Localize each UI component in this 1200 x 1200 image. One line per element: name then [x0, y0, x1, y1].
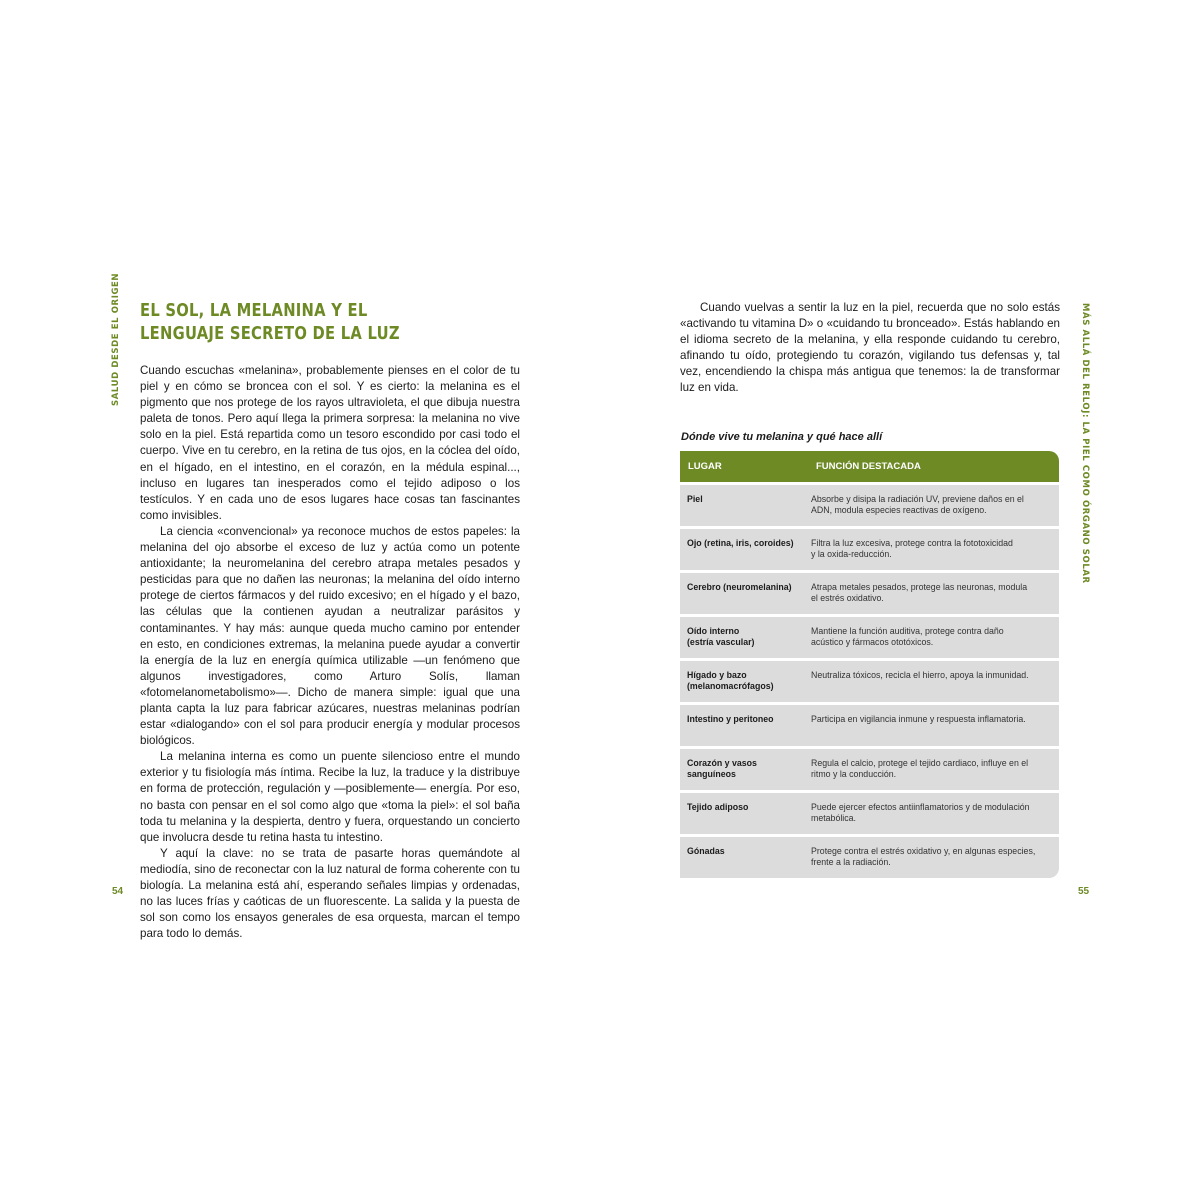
row-place: Piel	[687, 494, 703, 504]
table-caption: Dónde vive tu melanina y qué hace allí	[681, 431, 883, 443]
row-place: Oído interno (estría vascular)	[687, 626, 755, 647]
paragraph: La melanina interna es como un puente silencioso entre el mundo exterior y tu fisiología más íntima. Recibe la luz, la traduce y la distribuye en forma de protección, regulación y —posiblemente— energía. Por eso, no basta con pensar en el sol como algo que «toma la piel»: el sol baña toda tu melanina y la despierta, dentro y fuera, orquestando un concierto que involucra desde tu retina hasta tu intestino.	[140, 750, 520, 844]
row-place: Corazón y vasos sanguíneos	[687, 758, 757, 779]
row-function: Mantiene la función auditiva, protege contra daño acústico y fármacos ototóxicos.	[811, 626, 1004, 647]
row-function: Puede ejercer efectos antiinflamatorios y de modulación metabólica.	[811, 802, 1030, 823]
table-row	[680, 529, 1059, 570]
row-function: Neutraliza tóxicos, recicla el hierro, apoya la inmunidad.	[811, 670, 1029, 680]
row-function: Atrapa metales pesados, protege las neuronas, modula el estrés oxidativo.	[811, 582, 1028, 603]
right-body-text	[680, 300, 1060, 397]
row-place: Gónadas	[687, 846, 725, 856]
running-head-left: SALUD DESDE EL ORIGEN	[111, 272, 121, 406]
table-row	[680, 573, 1059, 614]
header-funcion: FUNCIÓN DESTACADA	[816, 461, 921, 472]
chapter-title: EL SOL, LA MELANINA Y EL LENGUAJE SECRETO DE LA LUZ	[140, 300, 400, 344]
table-row	[680, 617, 1059, 658]
table-row	[680, 485, 1059, 526]
table-row	[680, 705, 1059, 746]
table-row	[680, 837, 1059, 878]
header-lugar: LUGAR	[688, 461, 722, 472]
table-row	[680, 793, 1059, 834]
row-place: Hígado y bazo (melanomacrófagos)	[687, 670, 774, 691]
table-row	[680, 661, 1059, 702]
table-header	[680, 451, 1059, 482]
table-row	[680, 749, 1059, 790]
row-function: Absorbe y disipa la radiación UV, previene daños en el ADN, modula especies reactivas de oxígeno.	[811, 494, 1024, 515]
row-function: Protege contra el estrés oxidativo y, en algunas especies, frente a la radiación.	[811, 846, 1036, 867]
left-body-text	[140, 363, 520, 942]
row-place: Tejido adiposo	[687, 802, 749, 812]
running-head-right: MÁS ALLÁ DEL RELOJ: LA PIEL COMO ÓRGANO SOLAR	[1080, 303, 1090, 584]
paragraph: La ciencia «convencional» ya reconoce muchos de estos papeles: la melanina del ojo absorbe el exceso de luz y actúa como un potente antioxidante; la neuromelanina del cerebro atrapa metales pesados y pesticidas para que no dañen las neuronas; la melanina del oído interno protege de ciertos fármacos y del ruido excesivo; en el hígado y el bazo, las células que la contienen ayudan a neutralizar parásitos y contaminantes. Y hay más: aunque queda mucho camino por entender en esto, en condiciones extremas, la melanina puede ayudar a convertir la energía de la luz en energía química utilizable —un fenómeno que algunos investigadores, como Arturo Solís, llaman «fotomelanometabolismo»—. Dicho de manera simple: igual que una planta capta la luz para fabricar azúcares, nuestras melaninas podrían estar «dialogando» con el sol para producir energía y modular procesos biológicos.	[140, 524, 520, 748]
row-place: Intestino y peritoneo	[687, 714, 774, 724]
table-body	[680, 482, 1059, 878]
row-function: Filtra la luz excesiva, protege contra la fototoxicidad y la oxida-reducción.	[811, 538, 1013, 559]
paragraph: Cuando vuelvas a sentir la luz en la piel, recuerda que no solo estás «activando tu vitamina D» o «cuidando tu bronceado». Estás hablando en el idioma secreto de la melanina, y ella responde cuidando tu cerebro, afinando tu oído, protegiendo tu corazón, vigilando tus defensas y, tal vez, encendiendo la chispa más antigua que tenemos: la de transformar luz en vida.	[680, 301, 1060, 395]
paragraph: Cuando escuchas «melanina», probablemente pienses en el color de tu piel y en cómo se broncea con el sol. Y es cierto: la melanina es el pigmento que nos protege de los rayos ultravioleta, el que dibuja nuestra paleta de tonos. Pero aquí llega la primera sorpresa: la melanina no vive solo en la piel. Está repartida como un tesoro escondido por casi todo el cuerpo. Vive en tu cerebro, en la retina de tus ojos, en la cóclea del oído, en el hígado, en el intestino, en el corazón, en la médula espinal..., incluso en lugares tan inesperados como el tejido adiposo o los testículos. Y en cada uno de esos lugares hace cosas tan fascinantes como invisibles.	[140, 364, 520, 522]
melanin-table	[680, 451, 1059, 878]
row-function: Participa en vigilancia inmune y respuesta inflamatoria.	[811, 714, 1026, 724]
page-number-right: 55	[1078, 886, 1090, 897]
page-number-left: 54	[112, 886, 124, 897]
row-function: Regula el calcio, protege el tejido cardiaco, influye en el ritmo y la conducción.	[811, 758, 1029, 779]
row-place: Ojo (retina, iris, coroides)	[687, 538, 794, 548]
paragraph: Y aquí la clave: no se trata de pasarte horas quemándote al mediodía, sino de reconectar con la luz natural de forma coherente con tu biología. La melanina está ahí, esperando señales limpias y ordenadas, no las luces frías y caóticas de un fluorescente. La salida y la puesta de sol son como los ensayos generales de esa orquesta, marcan el tempo para todo lo demás.	[140, 846, 520, 941]
row-place: Cerebro (neuromelanina)	[687, 582, 792, 592]
